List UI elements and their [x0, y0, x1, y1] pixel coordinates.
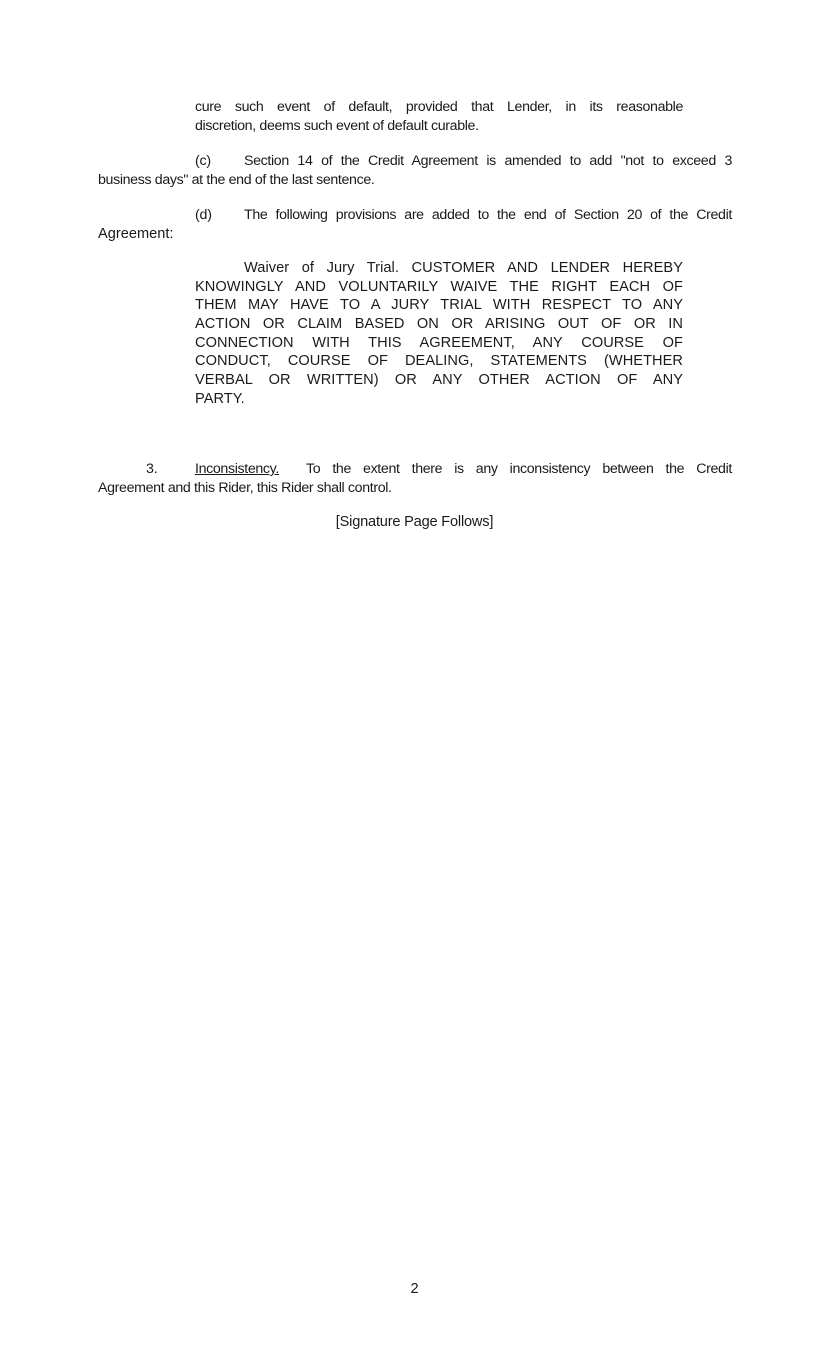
clause-d-line-2: Agreement:	[98, 226, 174, 242]
waiver-line-4: ACTION OR CLAIM BASED ON OR ARISING OUT OF OR IN	[195, 316, 683, 332]
top-clause-line-1: cure such event of default, provided that Lender, in its reasonable	[195, 99, 683, 115]
waiver-line-6: CONDUCT, COURSE OF DEALING, STATEMENTS (WHETHER	[195, 353, 683, 369]
waiver-line-1: Waiver of Jury Trial. CUSTOMER AND LENDER HEREBY	[244, 260, 683, 276]
section-3-heading: Inconsistency.	[195, 461, 279, 477]
section-3-line-1: To the extent there is any inconsistency between the Credit	[306, 461, 732, 477]
clause-c-line-1: Section 14 of the Credit Agreement is amended to add "not to exceed 3	[244, 153, 732, 169]
waiver-line-8: PARTY.	[195, 391, 245, 407]
clause-d-line-1: The following provisions are added to the end of Section 20 of the Credit	[244, 207, 732, 223]
signature-page-note: [Signature Page Follows]	[335, 514, 494, 530]
clause-c-line-2: business days" at the end of the last sentence.	[98, 172, 375, 188]
clause-d-label: (d)	[195, 207, 212, 223]
clause-c-label: (c)	[195, 153, 211, 169]
top-clause-line-2: discretion, deems such event of default curable.	[195, 118, 479, 134]
section-3-number: 3.	[146, 461, 158, 477]
waiver-line-3: THEM MAY HAVE TO A JURY TRIAL WITH RESPECT TO ANY	[195, 297, 683, 313]
waiver-line-2: KNOWINGLY AND VOLUNTARILY WAIVE THE RIGHT EACH OF	[195, 279, 683, 295]
page-number: 2	[410, 1281, 419, 1297]
section-3-line-2: Agreement and this Rider, this Rider shall control.	[98, 480, 392, 496]
waiver-line-5: CONNECTION WITH THIS AGREEMENT, ANY COURSE OF	[195, 335, 683, 351]
waiver-line-7: VERBAL OR WRITTEN) OR ANY OTHER ACTION OF ANY	[195, 372, 683, 388]
